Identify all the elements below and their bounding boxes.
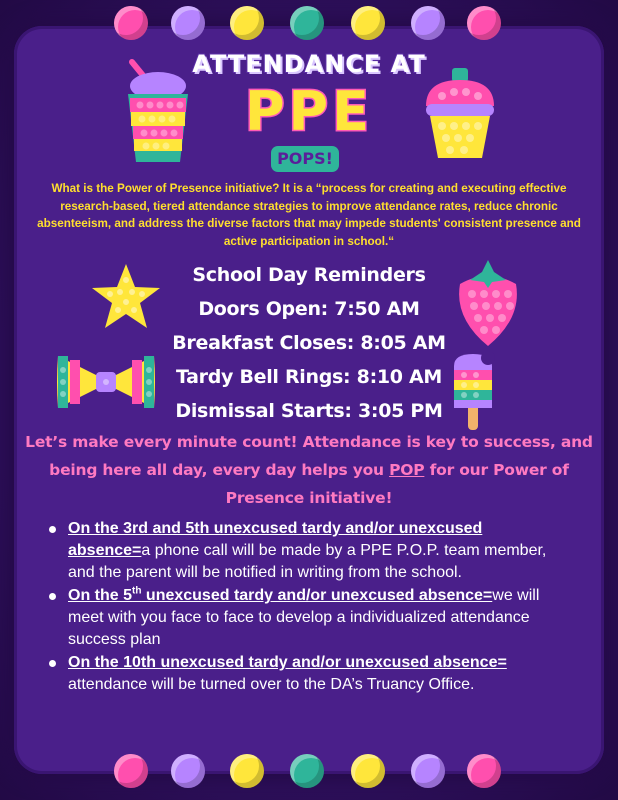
title-attendance-at: ATTENDANCE AT <box>192 50 426 78</box>
title-ppe: PPE <box>244 80 374 143</box>
pops-badge: POPS! <box>271 146 339 172</box>
bow-tie-icon <box>54 350 158 414</box>
pop-dot <box>290 754 324 788</box>
rule-item <box>46 585 566 651</box>
reminder-breakfast-closes: Breakfast Closes: 8:05 AM <box>172 332 446 354</box>
rule-text: a phone call will be made by a PPE P.O.P. team member, and the parent will be notified in writing from the school. <box>68 542 547 581</box>
pop-dot <box>351 754 385 788</box>
pop-dot <box>171 6 205 40</box>
pop-dot <box>230 6 264 40</box>
motivation-message <box>20 428 598 512</box>
message-part1: Let’s make every minute count! Attendance is key to success, and being here all day, every day helps you <box>25 433 593 479</box>
pop-dot <box>230 754 264 788</box>
message-pop: POP <box>389 461 425 479</box>
pop-dot <box>467 6 501 40</box>
rule-item <box>46 518 566 584</box>
reminder-dismissal: Dismissal Starts: 3:05 PM <box>175 400 443 422</box>
school-day-reminders <box>150 258 468 428</box>
reminder-tardy-bell: Tardy Bell Rings: 8:10 AM <box>175 366 443 388</box>
message-part2: for our Power of Presence initiative! <box>225 461 569 507</box>
rule-text: we will meet with you face to face to develop a individualized attendance success plan <box>68 587 540 648</box>
pop-dot <box>351 6 385 40</box>
rule-lead: On the 3rd and 5th unexcused tardy and/or unexcused absence= <box>68 520 483 559</box>
pop-dot <box>411 6 445 40</box>
rule-item <box>46 652 566 696</box>
reminders-heading: School Day Reminders <box>192 264 426 286</box>
pop-dot <box>467 754 501 788</box>
pop-dot <box>114 6 148 40</box>
pop-dot <box>171 754 205 788</box>
intro-paragraph: What is the Power of Presence initiative? It is a “process for creating and executing effective research-based, tiered attendance strategies to improve attendance rates, reduce chronic absenteeism, and address the diverse factors that may impede students' consistent presence and active participation in school.“ <box>37 182 581 248</box>
rule-lead: On the 10th unexcused tardy and/or unexcused absence= <box>68 654 507 671</box>
rule-text: attendance will be turned over to the DA’s Truancy Office. <box>68 676 475 693</box>
rule-lead-sup: th <box>132 585 142 597</box>
bottom-dot-row <box>0 754 618 794</box>
attendance-rules-list <box>46 518 566 697</box>
top-dot-row <box>0 6 618 46</box>
rule-lead-pre: On the 5 <box>68 587 133 604</box>
reminder-doors-open: Doors Open: 7:50 AM <box>198 298 420 320</box>
pop-dot <box>114 754 148 788</box>
rule-lead-post: unexcused tardy and/or unexcused absence= <box>141 587 493 604</box>
pop-dot <box>411 754 445 788</box>
pop-dot <box>290 6 324 40</box>
rule-lead <box>68 587 492 604</box>
